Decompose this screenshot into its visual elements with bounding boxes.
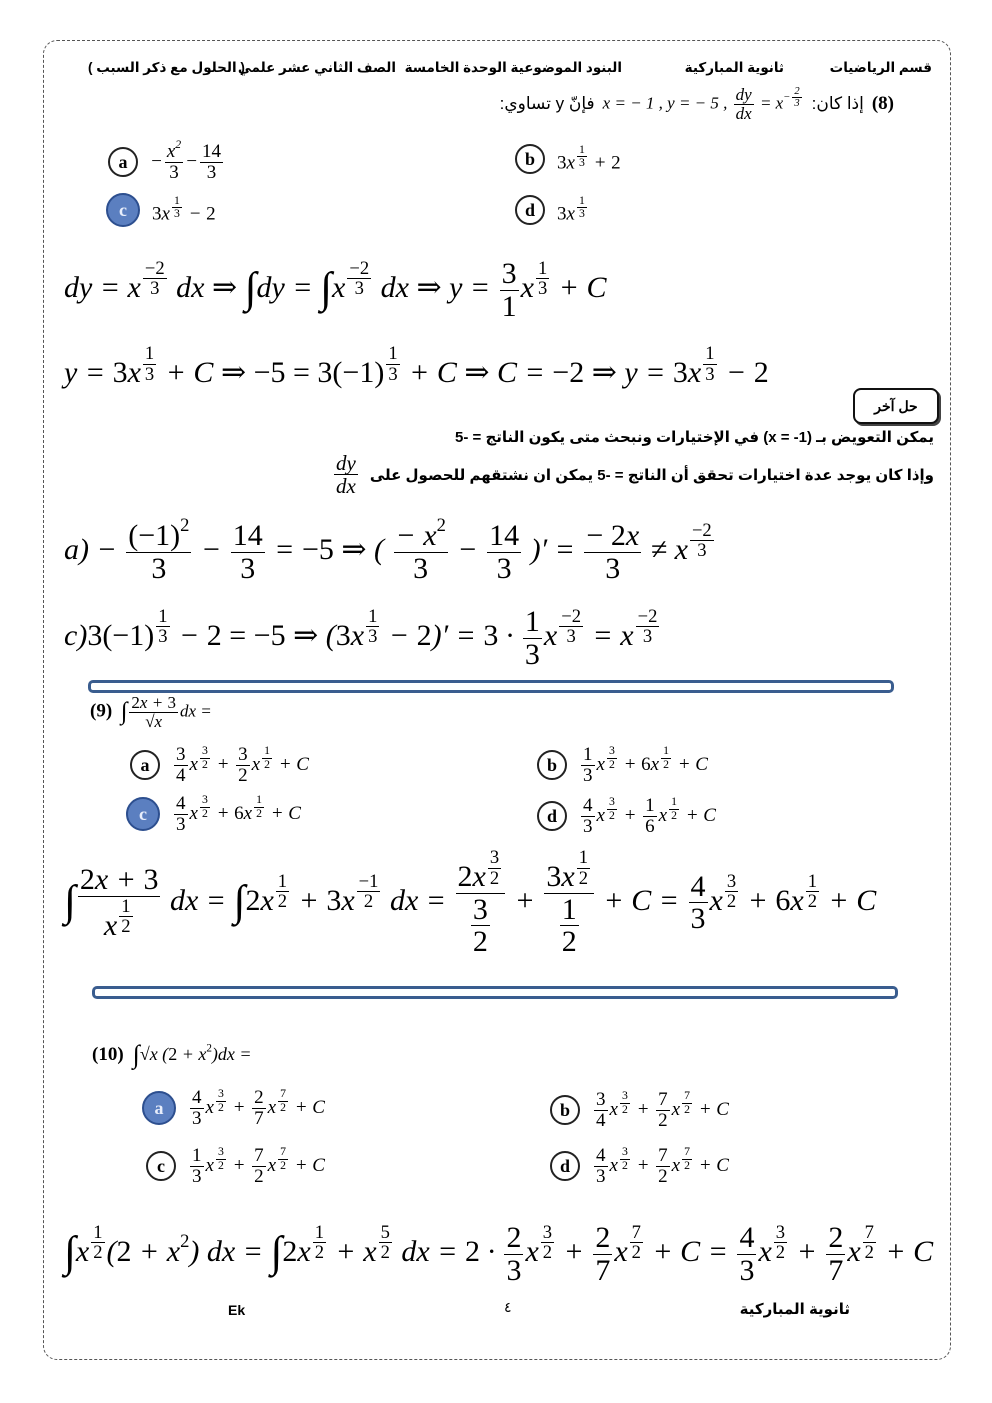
q9-option-d[interactable] [537,796,716,837]
q10-solution: ∫x $^{\frac{1}{2}}$ $(2 + x^2)$ dx = ∫2x $^{\frac{1}{2}}$ + x $^{\frac{5}{2}}$ dx = 2 · $\frac{2}{3}$ x $^{\frac{3}{2}}$ + $\frac{2}{7}$ x $^{\frac{7}{2}}$ + C = $\frac{4}{3}$ x $^{\frac{3}{2}}$ + $\frac{2}{7}$ x $^{\frac{7}{2}}$ + C [64,1221,934,1287]
footer-right: ثانوية المباركية [739,1301,850,1318]
alt-solution-line-2 [332,452,934,497]
q8-number: (8) [871,93,894,115]
footer-left: Ek [228,1302,246,1318]
q9-option-a[interactable] [130,745,309,786]
q10-option-b[interactable] [550,1090,729,1131]
header-note: ( الحلول مع ذكر السبب ) [88,60,245,75]
header-grade: الصف الثاني عشر علمي [237,60,396,75]
header-topic: البنود الموضوعية الوحدة الخامسة [404,60,622,75]
q8-prompt-prefix: إذا كان: [811,94,864,114]
q8-option-d-text: 3x $^{\frac{1}{3}}$ [557,194,585,225]
q10-option-c[interactable] [146,1146,325,1187]
q10-option-d-circle[interactable]: d [550,1151,580,1181]
q8-option-b[interactable] [515,144,621,174]
q9-prompt: (9) ∫ $\frac{2x + 3}{√x}$ dx = [90,693,212,731]
alt-solution-dydx: $\frac{dy}{dx}$ [335,451,356,499]
q8-option-c-text: 3x $^{\frac{1}{3}}$ − 2 [152,193,216,225]
q8-option-b-text: 3x $^{\frac{1}{3}}$ + 2 [557,143,621,174]
separator-1 [88,680,894,693]
q10-option-c-circle[interactable]: c [146,1151,176,1181]
q8-option-d[interactable] [515,195,589,225]
q8-prompt [500,86,894,123]
q8-option-c-circle[interactable]: c [106,193,140,227]
q8-option-d-circle[interactable]: d [515,195,545,225]
q10-option-b-circle[interactable]: b [550,1095,580,1125]
separator-2 [92,986,898,999]
alt-solution-line-2-text: وإذا كان يوجد عدة اختيارات تحقق أن الناتج = -5 يمكن ان نشتقهم للحصول على [369,466,934,484]
alternative-solution-button[interactable]: حل آخر [853,388,939,424]
q10-option-a[interactable] [142,1088,325,1129]
q8-solution-line-2: y = 3x $^{\frac{1}{3}}$ + C ⇒ −5 = 3(−1) $^{\frac{1}{3}}$ + C ⇒ C = −2 ⇒ y = 3x $^{\frac{1}{3}}$ − 2 [64,343,769,390]
q9-option-d-circle[interactable]: d [537,801,567,831]
q8-option-c[interactable] [106,193,216,227]
alt-solution-check-a: a) − $\frac{(-1)^2}{3}$ − $\frac{14}{3}$ = −5 ⇒ ( $\frac{- x^2}{3}$ − $\frac{14}{3}$ )′ = $\frac{- 2x}{3}$ ≠ x $^{\frac{-2}{3}}$ [64,515,712,585]
q9-option-c-text: $\frac{4}{3}$ x $^{\frac{3}{2}}$ + 6x $^{\frac{1}{2}}$ + C [176,793,301,835]
q9-option-d-text: $\frac{4}{3}$ x $^{\frac{3}{2}}$ + $\frac{1}{6}$ x $^{\frac{1}{2}}$ + C [583,795,716,837]
alt-solution-line-1: يمكن التعويض بـ (x = -1) في الإختيارات ونبحث متى يكون الناتج = -5 [455,429,934,446]
q10-prompt: (10) ∫√x $(2 + x^2)dx$ = [92,1040,252,1069]
q10-option-a-text: $\frac{4}{3}$ x $^{\frac{3}{2}}$ + $\frac{2}{7}$ x $^{\frac{7}{2}}$ + C [192,1087,325,1129]
q9-solution: ∫ 2x + 3 x $^{\frac{1}{2}}$ dx = ∫2x $^{\frac{1}{2}}$ + 3x $^{\frac{-1}{2}}$ dx = 2x $^{\frac{3}{2}}$ $\frac{3}{2}$ + 3x $^{\frac{1}{2}}$ $\frac{1}{2}$ + C = $\frac{4}{3}$ x $^{\frac{3}{2}}$ + 6x $^{\frac{1}{2}}$ + C [64,847,877,959]
q8-option-b-circle[interactable]: b [515,144,545,174]
q8-condition: x = − 1 , y = − 5 , $\frac{dy}{dx}$ = $x^{- \frac{2}{3}}$ [602,85,800,123]
q9-option-a-circle[interactable]: a [130,750,160,780]
q9-option-c-circle[interactable]: c [126,797,160,831]
q8-option-a-text: − $\frac{x^2}{3}$ − $\frac{14}{3}$ [150,138,221,183]
q10-number: (10) [92,1043,124,1065]
alt-solution-check-c: c)3(−1) $^{\frac{1}{3}}$ − 2 = −5 ⇒ (3x $^{\frac{1}{3}}$ − 2)′ = 3 · $\frac{1}{3}$ x $^{\frac{-2}{3}}$ = x $^{\frac{-2}{3}}$ [64,605,658,671]
q9-number: (9) [90,700,113,722]
q9-option-b-circle[interactable]: b [537,750,567,780]
q10-option-b-text: $\frac{3}{4}$ x $^{\frac{3}{2}}$ + $\frac{7}{2}$ x $^{\frac{7}{2}}$ + C [596,1089,729,1131]
q9-option-a-text: $\frac{3}{4}$ x $^{\frac{3}{2}}$ + $\frac{3}{2}$ x $^{\frac{1}{2}}$ + C [176,744,309,786]
header-school: ثانوية المباركية [684,60,784,75]
footer-page-number: ٤ [504,1300,512,1316]
q8-option-a[interactable] [108,138,225,183]
q8-prompt-suffix: فإنّ y تساوي: [499,94,595,114]
q10-option-c-text: $\frac{1}{3}$ x $^{\frac{3}{2}}$ + $\frac{7}{2}$ x $^{\frac{7}{2}}$ + C [192,1145,325,1187]
q10-option-d[interactable] [550,1146,729,1187]
q9-option-b-text: $\frac{1}{3}$ x $^{\frac{3}{2}}$ + 6x $^{\frac{1}{2}}$ + C [583,744,708,786]
q10-option-a-circle[interactable]: a [142,1091,176,1125]
q10-option-d-text: $\frac{4}{3}$ x $^{\frac{3}{2}}$ + $\frac{7}{2}$ x $^{\frac{7}{2}}$ + C [596,1145,729,1187]
q8-solution-line-1: dy = x $^{\frac{-2}{3}}$ dx ⇒ ∫dy = ∫x $^{\frac{-2}{3}}$ dx ⇒ y = $\frac{3}{1}$ x $^{\frac{1}{3}}$ + C [64,257,607,323]
q9-option-b[interactable] [537,745,708,786]
header-department: قسم الرياضيات [829,60,932,75]
q8-option-a-circle[interactable]: a [108,147,138,177]
q9-option-c[interactable] [126,794,301,835]
